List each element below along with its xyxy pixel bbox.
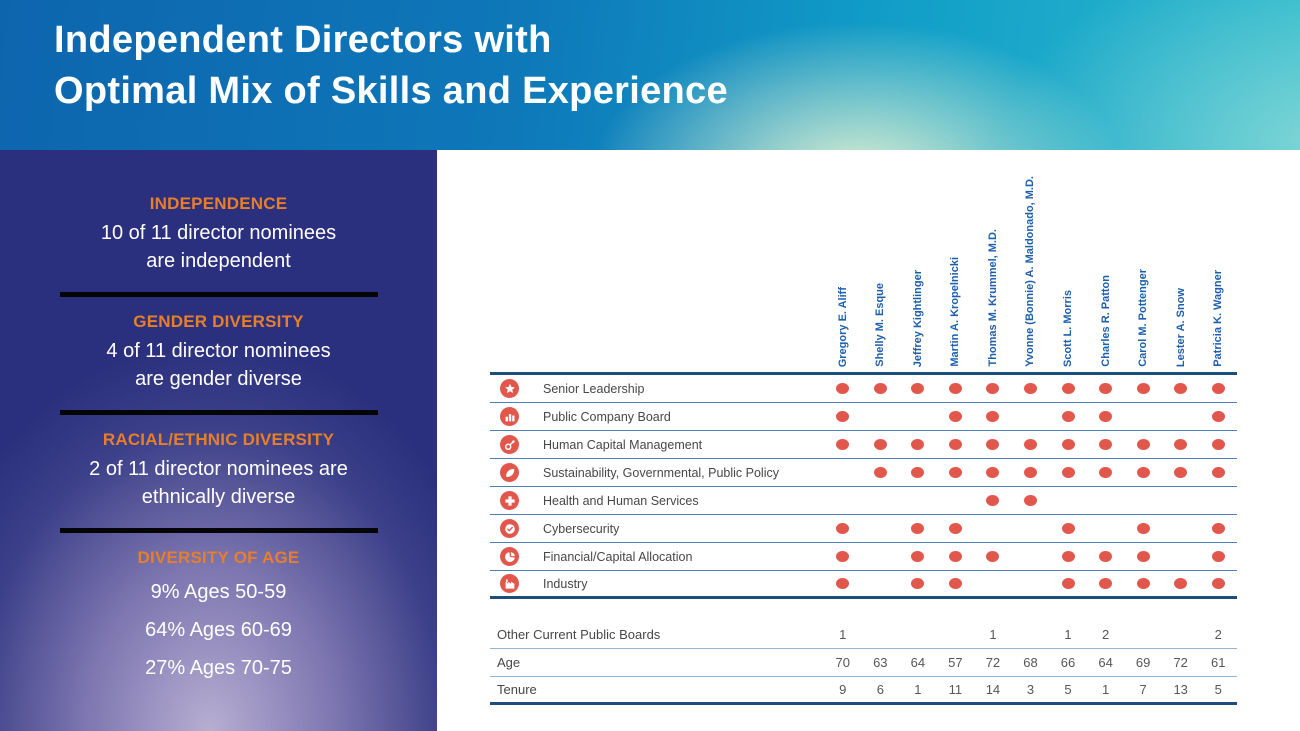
director-name-cell <box>1049 290 1087 372</box>
director-name-cell <box>824 287 862 372</box>
skill-mark-cell <box>937 578 975 589</box>
skill-mark-cell <box>862 467 900 478</box>
skill-mark-cell <box>1162 439 1200 450</box>
director-name-cell <box>1162 288 1200 372</box>
skill-mark-cell <box>1012 467 1050 478</box>
skill-mark-cell <box>974 551 1012 562</box>
skill-mark-cell <box>1199 411 1237 422</box>
skill-dot <box>1024 495 1037 506</box>
skill-dot <box>949 383 962 394</box>
skill-mark-cell <box>1199 578 1237 589</box>
director-name: Jeffrey Kightlinger <box>911 269 924 367</box>
skill-mark-cell <box>1199 383 1237 394</box>
skill-dot <box>1174 467 1187 478</box>
director-name: Scott L. Morris <box>1062 289 1075 367</box>
director-name: Carol M. Pottenger <box>1137 269 1150 367</box>
skill-mark-cell <box>1124 578 1162 589</box>
star-icon <box>500 379 519 398</box>
director-name-cell <box>1012 176 1050 372</box>
attribute-value: 3 <box>1026 682 1035 697</box>
section-divider <box>60 410 378 415</box>
director-name: Charles R. Patton <box>1099 275 1112 367</box>
skill-label: Cybersecurity <box>543 521 620 536</box>
row-tenure <box>490 677 1237 705</box>
skill-dot <box>986 383 999 394</box>
director-name: Lester A. Snow <box>1174 287 1187 367</box>
row-age <box>490 649 1237 677</box>
skill-mark-cell <box>937 551 975 562</box>
row-financial-capital-allocation <box>490 543 1237 571</box>
attribute-value: 1 <box>914 682 922 697</box>
skill-mark-cell <box>899 467 937 478</box>
skill-mark-cell <box>937 411 975 422</box>
skill-dot <box>836 439 849 450</box>
skill-mark-cell <box>1012 383 1050 394</box>
attribute-value: 2 <box>1214 627 1222 642</box>
skill-dot <box>949 523 962 534</box>
skill-dot <box>911 578 924 589</box>
director-name-cell <box>1124 269 1162 372</box>
attribute-value: 1 <box>1101 682 1110 697</box>
row-sustainability-governmental-public-policy <box>490 459 1237 487</box>
skill-mark-cell <box>824 523 862 534</box>
director-name-cell <box>862 283 900 372</box>
skill-dot <box>1024 439 1037 450</box>
skill-icon-cell <box>490 519 534 538</box>
skill-dot <box>1174 439 1187 450</box>
skill-dot <box>1137 551 1150 562</box>
attribute-value: 14 <box>985 682 1001 697</box>
attribute-value: 68 <box>1023 655 1038 670</box>
skill-dot <box>911 467 924 478</box>
skill-mark-cell <box>937 383 975 394</box>
skill-icon-cell <box>490 491 534 510</box>
skill-dot <box>1212 523 1225 534</box>
skill-icon-cell <box>490 407 534 426</box>
skill-mark-cell <box>1049 578 1087 589</box>
skill-mark-cell <box>899 578 937 589</box>
skill-dot <box>949 439 962 450</box>
skill-mark-cell <box>1199 551 1237 562</box>
skill-mark-cell <box>1124 383 1162 394</box>
skill-dot <box>1212 383 1225 394</box>
skill-mark-cell <box>1087 411 1125 422</box>
stat-title: INDEPENDENCE <box>149 194 288 213</box>
bar-chart-icon <box>500 407 519 426</box>
skill-dot <box>874 383 887 394</box>
row-public-company-board <box>490 403 1237 431</box>
skill-dot <box>911 551 924 562</box>
skill-dot <box>1174 383 1187 394</box>
director-name-cell <box>899 270 937 372</box>
skill-mark-cell <box>974 411 1012 422</box>
skill-mark-cell <box>1049 383 1087 394</box>
attribute-value: 57 <box>948 655 963 670</box>
skill-label: Health and Human Services <box>543 493 699 508</box>
skill-mark-cell <box>1162 383 1200 394</box>
skill-mark-cell <box>1087 551 1125 562</box>
skill-dot <box>836 523 849 534</box>
director-name: Martin A. Kropelnicki <box>949 257 962 367</box>
sidebar <box>0 150 437 731</box>
skill-mark-cell <box>1124 439 1162 450</box>
row-senior-leadership <box>490 375 1237 403</box>
skill-mark-cell <box>1124 467 1162 478</box>
attribute-value: 69 <box>1135 655 1151 670</box>
skill-mark-cell <box>1087 467 1125 478</box>
skill-dot <box>836 578 849 589</box>
skill-dot <box>1212 551 1225 562</box>
skill-dot <box>949 578 962 589</box>
skill-mark-cell <box>1087 439 1125 450</box>
stat-line: 9% Ages 50-59 <box>150 581 287 603</box>
skill-mark-cell <box>899 439 937 450</box>
stat-line: 4 of 11 director nominees <box>106 340 331 362</box>
skill-dot <box>1062 383 1075 394</box>
skill-dot <box>1062 523 1075 534</box>
stat-line: 2 of 11 director nominees are <box>89 458 348 480</box>
skill-dot <box>1212 439 1225 450</box>
skill-mark-cell <box>1162 467 1200 478</box>
skill-mark-cell <box>1049 523 1087 534</box>
skill-dot <box>949 467 962 478</box>
skill-icon-cell <box>490 574 534 593</box>
skill-dot <box>986 495 999 506</box>
skill-label: Industry <box>543 576 588 591</box>
section-divider <box>60 528 378 533</box>
director-name-cell <box>1199 270 1237 372</box>
page-title-line2: Optimal Mix of Skills and Experience <box>54 70 728 112</box>
skill-dot <box>911 523 924 534</box>
skill-mark-cell <box>974 495 1012 506</box>
director-name: Patricia K. Wagner <box>1212 270 1225 367</box>
director-name-cell <box>1087 275 1125 372</box>
attribute-value: 11 <box>948 682 963 697</box>
skill-mark-cell <box>974 439 1012 450</box>
skill-dot <box>1062 578 1075 589</box>
stat-line: 64% Ages 60-69 <box>145 619 292 641</box>
attribute-value: 1 <box>989 627 997 642</box>
stat-section-independence <box>0 194 437 275</box>
skill-label: Financial/Capital Allocation <box>543 549 693 564</box>
skill-mark-cell <box>1087 578 1125 589</box>
attribute-value: 72 <box>985 655 1001 670</box>
stat-section-racial-ethnic-diversity <box>0 430 437 511</box>
skill-label: Public Company Board <box>543 409 671 424</box>
stat-line: are gender diverse <box>135 368 302 390</box>
attribute-label: Age <box>497 655 521 670</box>
skill-icon-cell <box>490 435 534 454</box>
skills-matrix-table <box>490 150 1237 705</box>
attribute-label: Other Current Public Boards <box>497 627 661 642</box>
stat-line: are independent <box>146 250 291 272</box>
skill-icon-cell <box>490 379 534 398</box>
skill-dot <box>1099 439 1112 450</box>
skill-dot <box>986 411 999 422</box>
attribute-value: 66 <box>1060 655 1076 670</box>
skill-mark-cell <box>1049 467 1087 478</box>
skill-dot <box>1212 467 1225 478</box>
talent-search-icon <box>500 435 519 454</box>
skill-dot <box>1212 578 1225 589</box>
skill-mark-cell <box>899 551 937 562</box>
skill-dot <box>1174 578 1187 589</box>
attribute-rows <box>490 621 1237 705</box>
skill-dot <box>1062 467 1075 478</box>
page-title <box>0 0 1300 117</box>
skill-mark-cell <box>862 383 900 394</box>
skill-dot <box>1024 467 1037 478</box>
attribute-value: 72 <box>1173 655 1188 670</box>
medical-cross-icon <box>500 491 519 510</box>
skill-mark-cell <box>862 439 900 450</box>
attribute-value: 64 <box>1098 655 1113 670</box>
director-name-cell <box>937 257 975 372</box>
stat-title: GENDER DIVERSITY <box>133 312 304 331</box>
skill-mark-cell <box>1199 523 1237 534</box>
skill-dot <box>836 551 849 562</box>
attribute-value: 70 <box>835 655 850 670</box>
skill-dot <box>986 467 999 478</box>
director-name: Gregory E. Aliff <box>836 286 849 367</box>
director-name: Thomas M. Krummel, M.D. <box>986 229 999 367</box>
attribute-value: 6 <box>876 682 884 697</box>
skills-rows <box>490 372 1237 599</box>
skill-mark-cell <box>824 578 862 589</box>
skill-mark-cell <box>1012 439 1050 450</box>
skill-mark-cell <box>974 467 1012 478</box>
skill-mark-cell <box>824 383 862 394</box>
director-name-cell <box>974 229 1012 372</box>
skill-mark-cell <box>1199 467 1237 478</box>
director-name: Shelly M. Esque <box>874 283 887 367</box>
skill-dot <box>1062 439 1075 450</box>
attribute-value: 5 <box>1214 682 1222 697</box>
row-cybersecurity <box>490 515 1237 543</box>
skill-mark-cell <box>899 383 937 394</box>
skill-dot <box>949 411 962 422</box>
attribute-value: 2 <box>1101 627 1110 642</box>
row-other-current-public-boards <box>490 621 1237 649</box>
stat-line: 27% Ages 70-75 <box>145 657 292 679</box>
attribute-value: 64 <box>910 655 926 670</box>
skill-dot <box>1062 551 1075 562</box>
stat-title: RACIAL/ETHNIC DIVERSITY <box>102 430 335 449</box>
skill-mark-cell <box>1124 551 1162 562</box>
shield-check-icon <box>500 519 519 538</box>
attribute-value: 5 <box>1064 682 1072 697</box>
skill-dot <box>1137 383 1150 394</box>
skill-mark-cell <box>824 551 862 562</box>
skill-mark-cell <box>1049 551 1087 562</box>
skill-dot <box>1099 411 1112 422</box>
skill-dot <box>874 439 887 450</box>
skill-mark-cell <box>824 439 862 450</box>
skill-mark-cell <box>937 439 975 450</box>
skill-dot <box>949 551 962 562</box>
skill-dot <box>1137 439 1150 450</box>
skill-dot <box>986 439 999 450</box>
skills-matrix-area <box>437 150 1300 731</box>
attribute-value: 13 <box>1173 682 1188 697</box>
skill-mark-cell <box>937 467 975 478</box>
stat-title: DIVERSITY OF AGE <box>137 548 300 567</box>
row-health-and-human-services <box>490 487 1237 515</box>
director-names-header <box>490 150 1237 372</box>
pie-chart-icon <box>500 547 519 566</box>
skill-mark-cell <box>974 383 1012 394</box>
attribute-value: 1 <box>839 627 847 642</box>
director-name: Yvonne (Bonnie) A. Maldonado, M.D. <box>1024 176 1037 367</box>
skill-mark-cell <box>1049 411 1087 422</box>
skill-mark-cell <box>1087 383 1125 394</box>
skill-label: Senior Leadership <box>543 381 645 396</box>
row-industry <box>490 571 1237 599</box>
skill-dot <box>1099 578 1112 589</box>
factory-icon <box>500 574 519 593</box>
skill-dot <box>1099 467 1112 478</box>
skill-dot <box>1099 383 1112 394</box>
skill-dot <box>874 467 887 478</box>
stat-section-diversity-of-age <box>0 548 437 687</box>
skill-dot <box>911 383 924 394</box>
diversity-stats <box>0 194 437 687</box>
row-human-capital-management <box>490 431 1237 459</box>
skill-dot <box>1137 467 1150 478</box>
attribute-value: 1 <box>1064 627 1072 642</box>
skill-label: Sustainability, Governmental, Public Policy <box>543 465 779 480</box>
attribute-value: 61 <box>1210 655 1226 670</box>
skill-dot <box>1212 411 1225 422</box>
attribute-value: 9 <box>839 682 847 697</box>
skill-mark-cell <box>1049 439 1087 450</box>
stat-line: ethnically diverse <box>141 486 296 508</box>
skill-dot <box>1099 551 1112 562</box>
skill-mark-cell <box>1124 523 1162 534</box>
skill-dot <box>1137 578 1150 589</box>
slide-header <box>0 0 1300 150</box>
skill-mark-cell <box>899 523 937 534</box>
skill-dot <box>986 551 999 562</box>
skill-mark-cell <box>1162 578 1200 589</box>
section-divider <box>60 292 378 297</box>
attribute-value: 63 <box>873 655 888 670</box>
skill-mark-cell <box>1199 439 1237 450</box>
attribute-label: Tenure <box>497 682 537 697</box>
leaf-icon <box>500 463 519 482</box>
skill-mark-cell <box>1012 495 1050 506</box>
page-title-line1: Independent Directors with <box>54 19 552 61</box>
skill-mark-cell <box>937 523 975 534</box>
skill-dot <box>1137 523 1150 534</box>
skill-dot <box>1062 411 1075 422</box>
skill-mark-cell <box>824 411 862 422</box>
skill-dot <box>836 411 849 422</box>
stat-line: 10 of 11 director nominees <box>100 222 337 244</box>
skill-icon-cell <box>490 463 534 482</box>
stat-section-gender-diversity <box>0 312 437 393</box>
skill-dot <box>1024 383 1037 394</box>
skill-dot <box>911 439 924 450</box>
skill-dot <box>836 383 849 394</box>
skill-icon-cell <box>490 547 534 566</box>
skill-label: Human Capital Management <box>543 437 703 452</box>
attribute-value: 7 <box>1139 682 1147 697</box>
